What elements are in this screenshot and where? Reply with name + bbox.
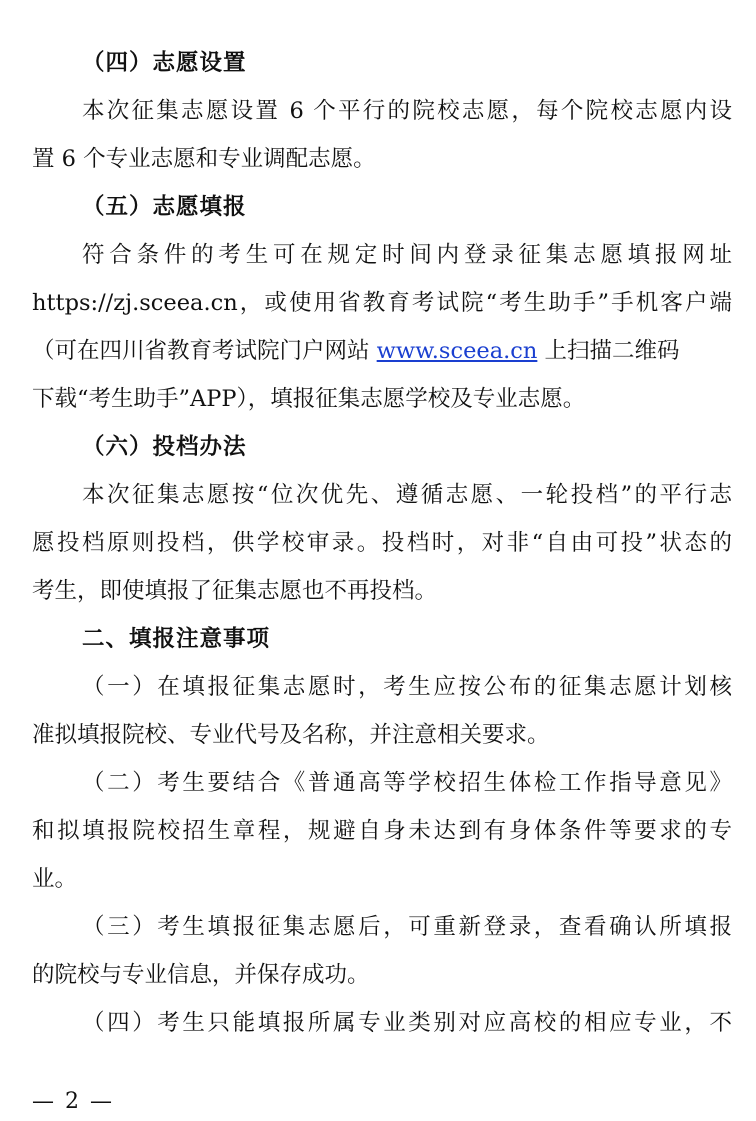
section-5-body-line-1: 符合条件的考生可在规定时间内登录征集志愿填报网址 — [82, 242, 732, 268]
section-4-title: （四）志愿设置 — [82, 50, 247, 76]
item-1-line-2: 准拟填报院校、专业代号及名称，并注意相关要求。 — [32, 722, 550, 748]
section-6-body-line-1: 本次征集志愿按“位次优先、遵循志愿、一轮投档”的平行志 — [82, 482, 732, 508]
section-4-body-line-1: 本次征集志愿设置 6 个平行的院校志愿，每个院校志愿内设 — [82, 98, 732, 124]
section-5-body-line-3 — [32, 336, 732, 366]
section-5-body-line-2: https://zj.sceea.cn，或使用省教育考试院“考生助手”手机客户端 — [32, 290, 732, 316]
section-5-line-3-suffix: 上扫描二维码 — [537, 338, 680, 364]
item-2-line-2: 和拟填报院校招生章程，规避自身未达到有身体条件等要求的专 — [32, 818, 732, 844]
section-4-body-line-2: 置 6 个专业志愿和专业调配志愿。 — [32, 146, 376, 172]
section-6-title: （六）投档办法 — [82, 434, 247, 460]
section-5-body-line-4: 下载“考生助手”APP），填报征集志愿学校及专业志愿。 — [32, 386, 586, 412]
sceea-website-link[interactable]: www.sceea.cn — [376, 338, 538, 364]
item-3-line-1: （三）考生填报征集志愿后，可重新登录，查看确认所填报 — [82, 914, 732, 940]
section-5-title: （五）志愿填报 — [82, 194, 247, 220]
item-2-line-3: 业。 — [32, 866, 78, 892]
item-2-line-1: （二）考生要结合《普通高等学校招生体检工作指导意见》 — [82, 770, 732, 796]
section-6-body-line-2: 愿投档原则投档，供学校审录。投档时，对非“自由可投”状态的 — [32, 530, 732, 556]
item-3-line-2: 的院校与专业信息，并保存成功。 — [32, 962, 370, 988]
section-5-line-3-prefix: （可在四川省教育考试院门户网站 — [32, 338, 377, 364]
section-6-body-line-3: 考生，即使填报了征集志愿也不再投档。 — [32, 578, 438, 604]
page-number: — 2 — — [32, 1089, 114, 1114]
item-4-line-1: （四）考生只能填报所属专业类别对应高校的相应专业，不 — [82, 1010, 732, 1036]
item-1-line-1: （一）在填报征集志愿时，考生应按公布的征集志愿计划核 — [82, 674, 732, 700]
part-2-title: 二、填报注意事项 — [82, 626, 271, 652]
